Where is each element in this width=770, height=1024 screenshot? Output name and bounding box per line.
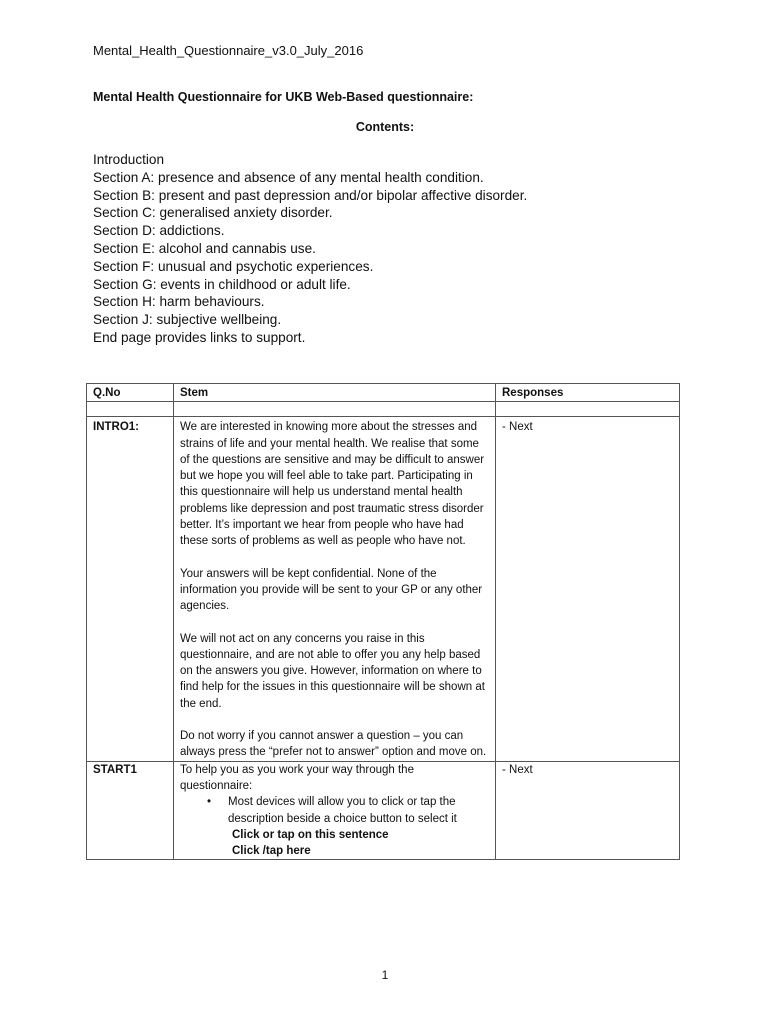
question-id-intro1: INTRO1: [87, 417, 174, 761]
toc-item-end-page: End page provides links to support. [93, 329, 306, 345]
question-stem-start1 [174, 761, 496, 860]
spacer-cell [174, 402, 496, 417]
table-header-row [87, 384, 680, 402]
toc-item-section-h: Section H: harm behaviours. [93, 294, 265, 310]
toc-item-section-a: Section A: presence and absence of any mental health condition. [93, 169, 484, 185]
column-header-stem: Stem [174, 384, 496, 402]
toc-item-section-f: Section F: unusual and psychotic experiences. [93, 258, 374, 274]
stem-bullet-item: • Most devices will allow you to click or tap the description beside a choice button to select it [228, 794, 489, 827]
stem-paragraph: Your answers will be kept confidential. None of the information you provide will be sent to your GP or any other agencies. [180, 567, 483, 613]
click-sentence-option[interactable]: Click or tap on this sentence [232, 828, 389, 841]
spacer-cell [496, 402, 680, 417]
column-header-qno: Q.No [87, 384, 174, 402]
question-id-start1: START1 [87, 761, 174, 860]
response-start1: - Next [496, 761, 680, 860]
table-spacer-row [87, 402, 680, 417]
stem-paragraph: Do not worry if you cannot answer a question – you can always press the “prefer not to answer” option and move on. [180, 730, 487, 759]
toc-item-section-c: Section C: generalised anxiety disorder. [93, 205, 333, 221]
toc-item-introduction: Introduction [93, 152, 165, 167]
column-header-responses: Responses [496, 384, 680, 402]
toc-item-section-g: Section G: events in childhood or adult life. [93, 276, 351, 292]
stem-paragraph: We will not act on any concerns you raise in this questionnaire, and are not able to offer you any help based on the answers you give. However, information on where to find help for the issues in this questionnaire will be shown at the end. [180, 632, 485, 710]
questionnaire-table [86, 383, 680, 860]
stem-paragraph: We are interested in knowing more about the stresses and strains of life and your mental health. We realise that some of the questions are sensitive and may be difficult to answer but we hope you will feel able to take part. Participating in this questionnaire will help us understand mental health problems like depression and post traumatic stress disorder better. It’s important we hear from people who have had these sorts of problems as well as people who have not. [180, 421, 485, 548]
click-here-option[interactable]: Click /tap here [232, 845, 311, 858]
document-title: Mental Health Questionnaire for UKB Web-Based questionnaire: [93, 90, 474, 104]
table-row [87, 417, 680, 761]
toc-item-section-j: Section J: subjective wellbeing. [93, 312, 282, 328]
contents-heading: Contents: [355, 120, 415, 134]
table-row [87, 761, 680, 860]
spacer-cell [87, 402, 174, 417]
toc-item-section-d: Section D: addictions. [93, 223, 225, 239]
document-filename-header: Mental_Health_Questionnaire_v3.0_July_2016 [93, 43, 364, 58]
question-stem-intro1 [174, 417, 496, 761]
toc-item-section-b: Section B: present and past depression and/or bipolar affective disorder. [93, 187, 528, 203]
toc-item-section-e: Section E: alcohol and cannabis use. [93, 240, 316, 256]
table-of-contents [93, 151, 527, 347]
response-intro1: - Next [496, 417, 680, 761]
page-number: 1 [381, 968, 389, 982]
stem-bullet-list [180, 794, 489, 827]
stem-intro-text: To help you as you work your way through the questionnaire: [180, 763, 414, 792]
